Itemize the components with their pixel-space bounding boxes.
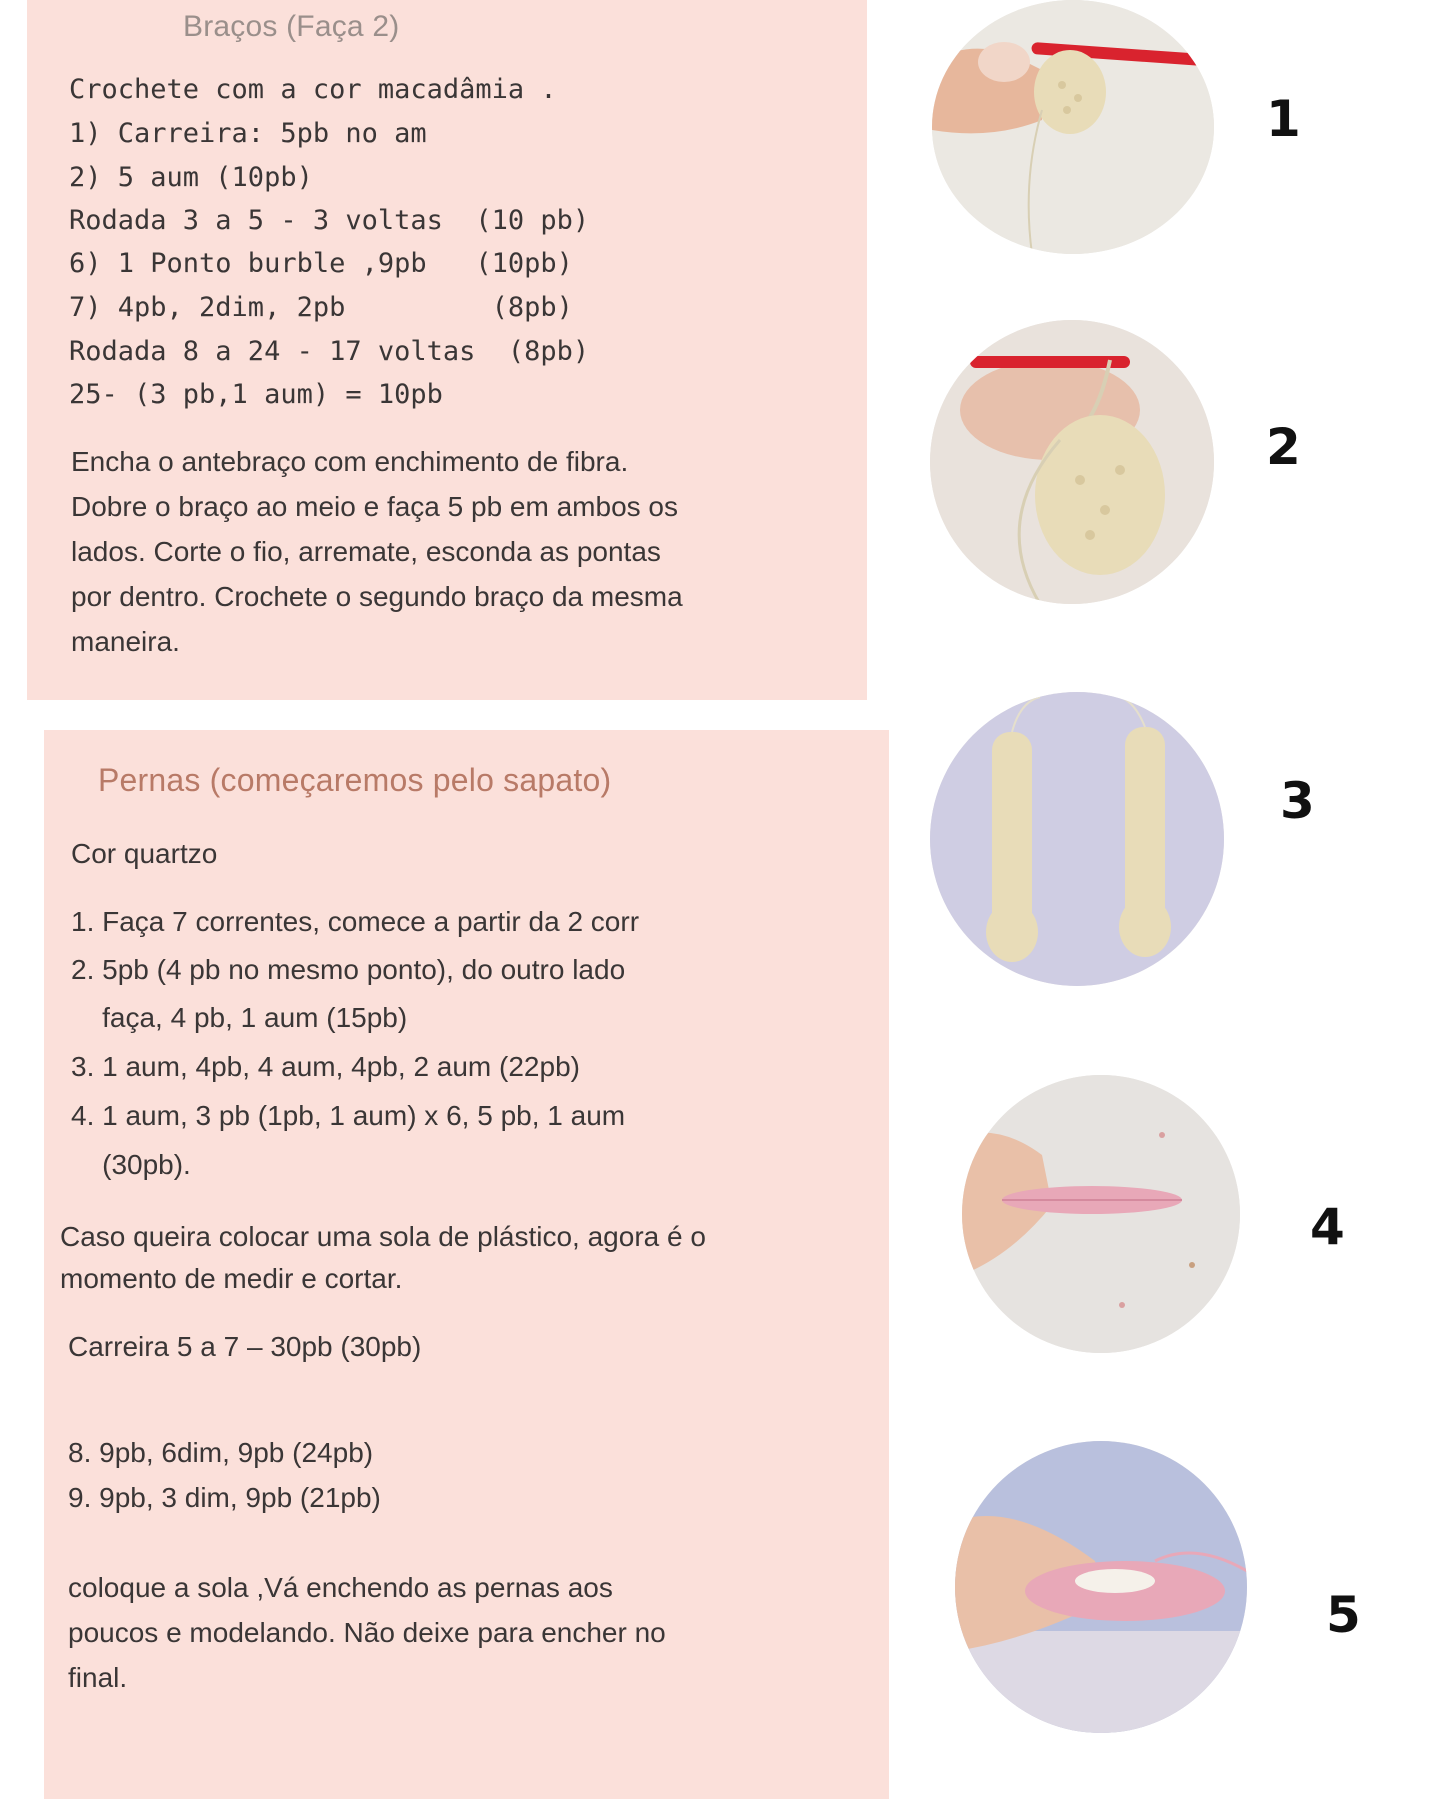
legs-sole-note: momento de medir e cortar. bbox=[60, 1263, 403, 1294]
legs-sole-note: Caso queira colocar uma sola de plástico, agora é o bbox=[60, 1221, 706, 1252]
legs-step: 9. 9pb, 3 dim, 9pb (21pb) bbox=[68, 1482, 381, 1513]
arms-paragraph-line: maneira. bbox=[71, 626, 180, 657]
legs-rows-5-7: Carreira 5 a 7 – 30pb (30pb) bbox=[68, 1331, 422, 1362]
photo-3-two-arms bbox=[930, 692, 1224, 986]
photo-number: 2 bbox=[1266, 418, 1301, 476]
photo-number: 5 bbox=[1326, 1586, 1361, 1644]
photo-1-hook-start bbox=[932, 0, 1214, 254]
photo-4-pink-sole bbox=[962, 1075, 1240, 1353]
arms-line: 6) 1 Ponto burble ,9pb (10pb) bbox=[69, 248, 573, 279]
legs-step: 3. 1 aum, 4pb, 4 aum, 4pb, 2 aum (22pb) bbox=[71, 1051, 580, 1082]
arms-paragraph-line: por dentro. Crochete o segundo braço da mesma bbox=[71, 581, 683, 612]
legs-title: Pernas (começaremos pelo sapato) bbox=[98, 762, 612, 798]
legs-color-line: Cor quartzo bbox=[71, 838, 218, 869]
legs-final-note: final. bbox=[68, 1662, 128, 1693]
photo-5-shoe-with-sole bbox=[955, 1441, 1247, 1733]
photo-number: 1 bbox=[1266, 90, 1301, 148]
photo-2-amigurumi-ball bbox=[930, 320, 1214, 604]
arms-paragraph-line: lados. Corte o fio, arremate, esconda as pontas bbox=[71, 536, 661, 567]
arms-line: 7) 4pb, 2dim, 2pb (8pb) bbox=[69, 292, 573, 323]
legs-final-note: poucos e modelando. Não deixe para encher no bbox=[68, 1617, 666, 1648]
legs-step: 2. 5pb (4 pb no mesmo ponto), do outro lado bbox=[71, 954, 626, 985]
photo-number: 4 bbox=[1310, 1198, 1345, 1256]
arms-line: 1) Carreira: 5pb no am bbox=[69, 118, 427, 149]
legs-final-note: coloque a sola ,Vá enchendo as pernas aos bbox=[68, 1572, 613, 1603]
legs-step: faça, 4 pb, 1 aum (15pb) bbox=[71, 1002, 408, 1033]
legs-step: (30pb). bbox=[71, 1149, 191, 1180]
legs-step: 1. Faça 7 correntes, comece a partir da 2 corr bbox=[71, 906, 640, 937]
photo-number: 3 bbox=[1280, 772, 1315, 830]
arms-paragraph-line: Encha o antebraço com enchimento de fibra. bbox=[71, 446, 629, 477]
arms-panel bbox=[27, 0, 867, 700]
arms-line: Crochete com a cor macadâmia . bbox=[69, 74, 557, 105]
arms-line: Rodada 8 a 24 - 17 voltas (8pb) bbox=[69, 336, 590, 367]
arms-line: 25- (3 pb,1 aum) = 10pb bbox=[69, 379, 443, 410]
arms-line: Rodada 3 a 5 - 3 voltas (10 pb) bbox=[69, 205, 590, 236]
arms-paragraph-line: Dobre o braço ao meio e faça 5 pb em ambos os bbox=[71, 491, 679, 522]
legs-step: 4. 1 aum, 3 pb (1pb, 1 aum) x 6, 5 pb, 1 aum bbox=[71, 1100, 626, 1131]
arms-line: 2) 5 aum (10pb) bbox=[69, 162, 313, 193]
arms-title: Braços (Faça 2) bbox=[183, 10, 400, 43]
legs-step: 8. 9pb, 6dim, 9pb (24pb) bbox=[68, 1437, 374, 1468]
legs-panel bbox=[44, 730, 889, 1799]
